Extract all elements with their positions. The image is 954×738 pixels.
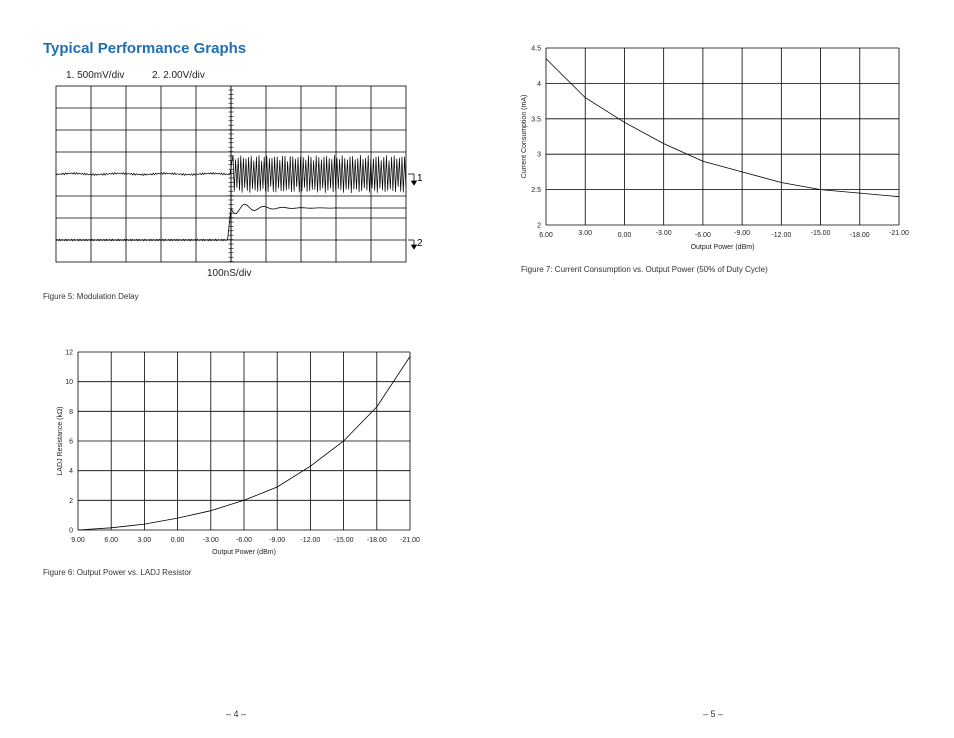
fig5-channel-2-marker: 2 xyxy=(417,238,423,249)
x-tick-label: -12.00 xyxy=(300,537,321,544)
fig7-chart xyxy=(515,38,915,256)
x-tick-label: 6.00 xyxy=(539,232,553,239)
x-tick-label: 0.00 xyxy=(170,537,185,544)
fig5-scale-label-2: 2. 2.00V/div xyxy=(152,70,205,81)
y-tick-label: 10 xyxy=(65,379,73,387)
y-tick-label: 3.5 xyxy=(531,116,541,124)
y-tick-label: 12 xyxy=(65,349,73,357)
fig5-channel-2-marker-arrow xyxy=(408,240,417,249)
fig6-chart xyxy=(40,340,440,565)
x-tick-label: -3.00 xyxy=(202,537,219,544)
x-tick-label: -18.00 xyxy=(366,537,387,544)
y-tick-label: 2 xyxy=(537,222,541,230)
right-page-number: – 5 – xyxy=(703,709,724,719)
series-line xyxy=(546,59,899,197)
y-tick-label: 0 xyxy=(69,527,73,535)
y-tick-label: 4 xyxy=(69,468,73,476)
left-page-number: – 4 – xyxy=(226,709,247,719)
x-tick-label: -18.00 xyxy=(849,232,870,239)
x-axis-label: Output Power (dBm) xyxy=(690,244,755,251)
x-tick-label: 0.00 xyxy=(617,232,632,239)
y-tick-label: 2.5 xyxy=(531,187,541,195)
x-tick-label: 3.00 xyxy=(137,537,152,544)
x-tick-label: -3.00 xyxy=(655,230,672,237)
x-tick-label: -12.00 xyxy=(771,232,792,239)
y-tick-label: 8 xyxy=(69,408,73,416)
x-tick-label: 6.00 xyxy=(104,537,119,544)
x-axis-label: Output Power (dBm) xyxy=(212,549,276,556)
y-tick-label: 2 xyxy=(69,497,73,505)
y-tick-label: 4 xyxy=(537,80,541,88)
fig5-channel-1-marker: 1 xyxy=(417,173,423,184)
x-tick-label: 3.00 xyxy=(578,230,593,237)
fig5-scope-trace xyxy=(50,80,435,280)
fig5-channel-1-marker-arrow xyxy=(408,174,417,185)
y-axis-label: Current Consumption (mA) xyxy=(521,94,528,179)
y-tick-label: 3 xyxy=(537,151,541,159)
fig5-scale-label-1: 1. 500mV/div xyxy=(66,70,125,81)
x-tick-label: -9.00 xyxy=(269,537,286,544)
x-tick-label: -9.00 xyxy=(734,230,751,237)
x-tick-label: -15.00 xyxy=(810,230,831,237)
x-tick-label: -15.00 xyxy=(333,537,354,544)
y-tick-label: 4.5 xyxy=(531,45,541,53)
fig6-caption: Figure 6: Output Power vs. LADJ Resistor xyxy=(43,568,192,577)
page-title: Typical Performance Graphs xyxy=(43,40,247,57)
y-axis-label: LADJ Resistance (kΩ) xyxy=(57,406,64,476)
x-tick-label: -21.00 xyxy=(889,230,909,237)
y-tick-label: 6 xyxy=(69,438,73,446)
fig5-time-label: 100nS/div xyxy=(207,268,252,279)
x-tick-label: -21.00 xyxy=(400,537,420,544)
fig5-caption: Figure 5: Modulation Delay xyxy=(43,292,139,301)
x-tick-label: -6.00 xyxy=(694,232,711,239)
x-tick-label: -6.00 xyxy=(236,537,252,544)
fig7-caption: Figure 7: Current Consumption vs. Output Power (50% of Duty Cycle) xyxy=(521,265,768,274)
x-tick-label: 9.00 xyxy=(71,537,85,544)
